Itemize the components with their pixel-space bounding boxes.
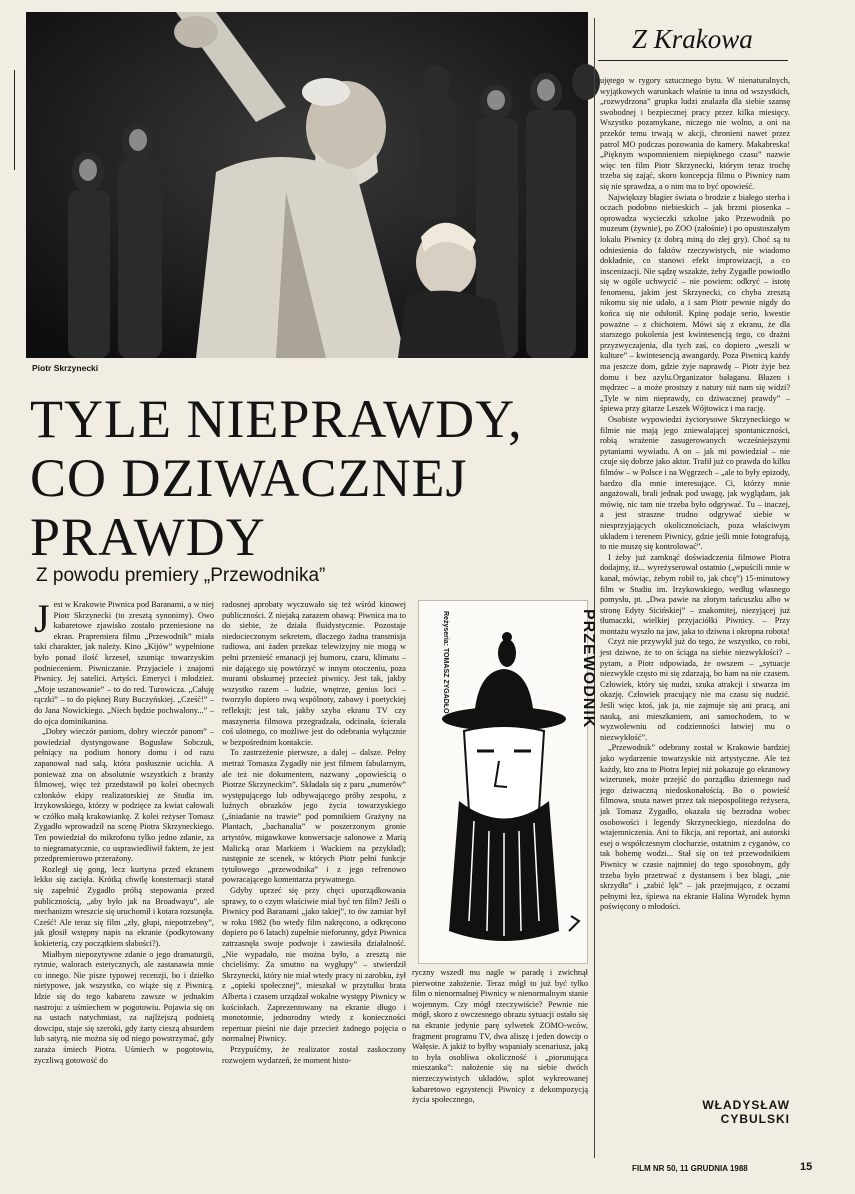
paragraph: Gdyby uprzeć się przy chęci uporządkowania sprawy, to o czym właściwie miał być ten film? Jeśli o Piwnicy pod Baranami „jako takiej”, to ów zamiar był w roku 1982 (bo wtedy film nakręcono, a odkręcono dopiero po 6 latach) zupełnie nieforunny, gdyż Piwnica zatrzasnęła swoje podwoje i zawiesiła działalność. „Nie wypadało, nie można było, a zresztą nie chcieliśmy. Za smutno na wygłupy” – stwierdził Skrzynecki, który nie miał wtedy pracy ni zarobku, żył z „opieki społecznej”, mieszkał w przytułku brata Alberta i czasem urządzał wokalne występy Piwnicy w kościołach. Zaprezentowany na ekranie długo i monotonnie, jednorodny wtedy z konieczności repertuar pieśni nie daje przecież żadnego pojęcia o normalnej Piwnicy. [222, 886, 406, 1044]
paragraph: est w Krakowie Piwnica pod Baranami, a w niej Piotr Skrzynecki (to zresztą synonimy). Owo kabaretowe zjawisko zostało przeniesione na ekran. Prapremiera filmu „Przewodnik” miała taki charakter, jak należy. Kino „Kijów” wypełnione było ponad ilość krzeseł, szumiąc towarzyskim podnieceniem. Piwniczanie. Przyjaciele i znajomi Piwnicy. Jej satelici. Artyści. Emeryci i młodzież. „Moje uszanowanie” – to do red. Turowicza. „Całuję rączki” – to do pięknej Ruty Buczyńskiej. „Cześć!” – do Jana Nowickiego. „Niech będzie pochwalony...” – do ojca dominikanina. [34, 600, 214, 726]
issue-footer: FILM NR 50, 11 GRUDNIA 1988 [632, 1164, 748, 1173]
poster-credit: Reżyseria: TOMASZ ZYGADŁO [442, 611, 449, 714]
article-column-3 [412, 968, 588, 1162]
paragraph: ujętego w rygory sztucznego bytu. W nienaturalnych, wyjątkowych warunkach właśnie ta inna od wszystkich, „rozwydrzona” grupka ludzi znalazła dla siebie szansę swobodnej i bezpiecznej pracy przez kilka miesięcy. Wszystko pozamykane, niczego nie wolno, a oni na przekór temu trwają w akcji, chronieni nawet przez patrol MO podczas pozowania do kamery. Makabreska! „Pięknym wspomnieniem niepięknego czasu” nazwie więc ten film Piotr Skrzynecki, którym teraz trochę trzeba się zająć, skoro koncepcja filmu o Piwnicy nam się nie sprawdza, a o nim ma to być opowieść. [600, 76, 790, 191]
author-last-name: CYBULSKI [720, 1112, 790, 1126]
paragraph: ryczny wszedł mu nagle w paradę i zwichnął pierwotne założenie. Teraz mógł to już być tylko film o nienormalnej Piwnicy w nienormalnym stanie wojennym. Czy mógł rzeczywiście? Pewnie nie mógł, skoro z owczesnego obrazu sytuacji ostało się na ekranie jedynie parę sylwetek ZOMO-wców, fragment programu TV, dwa aliszę i jeden dowcip o Wałęsie. A jakiż to byłby wspaniały scenariusz, jaką to była osobliwa okoliczność i „piorunująca mieszanka”: nałożenie się na siebie dwóch nierzeczywistych układów, splot wykreowanej kabaretowo egzystencji Piwnicy z dekompozycją życia społecznego, [412, 968, 588, 1105]
subtitle: Z powodu premiery „Przewodnika” [36, 565, 326, 586]
headline-line-3: PRAWDY [30, 507, 266, 567]
photo-caption: Piotr Skrzynecki [32, 363, 99, 373]
article-column-4 [600, 76, 790, 1091]
paragraph: Osobiste wypowiedzi życiorysowe Skrzyneckiego w filmie nie mają jego zniewalającej spontaniczności, robią wrażenie zasugerowanych wcześniejszymi pytaniami wywiadu. A on – jak mi powiedział – nie czuje się dobrze jako aktor. Trafił już co prawda do kilku filmów – w Polsce i na Węgrzech – „ale to były epizody, bardzo dla mnie interesujące. Ci, którzy mnie angażowali, brali jednak pod uwagę, jak wyglądam, jak mówię, nic tam nie trzeba było odgrywać. Tu – inaczej, a jest straszne trudno odgrywać siebie w niesprzyjających okolicznościach, poza właściwym układem i terenem Piwnicy, gdzie jeśli mnie fotografują, to nie muszę się kontrolować”. [600, 415, 790, 552]
paragraph: radosnej aprobaty wyczuwało się też wśród kinowej publiczności. Z niejaką zarazem obawą: Piwnica ma to do siebie, że działa fluidystycznie. Pozostaje niedocieczonym sekretem, dlaczego żadna transmisja radiowa, ani żaden przekaz telewizyjny nie mogą w pełni przenieść emanacji jej humoru, czaru, klimatu – nie dającego się powtórzyć w innym otoczeniu, poza murami obskurnej przecież piwnicy. Jest tak, jakby wszystko razem – ludzie, wnętrze, genius loci – tworzyło dopiero ową wspólnoty, zabawy i poetyckiej refleksji; jest tak, jakby szyba ekranu TV czy maszyneria filmowa przegradzała, odcinała, ścierała coś ulotnego, co możliwe jest do odebrania wyłącznie w bezpośrednim kontakcie. [222, 600, 406, 747]
author-first-name: WŁADYSŁAW [702, 1098, 790, 1112]
headline-line-1: TYLE NIEPRAWDY, [30, 389, 523, 449]
column-divider [594, 18, 595, 1158]
section-label: Z Krakowa [632, 24, 753, 54]
photo-illustration [26, 12, 588, 358]
page-edge-rule [14, 70, 15, 170]
paragraph: I żeby już zamknąć doświadczenia filmowe Piotra dodajmy, iż... wyreżyserował ostatnio („wpuścili mnie w kanał, mówiąc, żebym robił to, jak chcę”) 15-minutowy film w Studiu im. Irzykowskiego, według własnego pomysłu, pt. „Dwa pawie na złotym tańcuszku albo w stronę Edyty Sicińskiej” – znakomitej, niezyjącej już tłumaczki, wielkiej przyjaciółki Piwnicy. – Przy montażu wyszło na jaw, jaka to dziwna i okropna robota! [600, 552, 790, 636]
article-photo [26, 12, 588, 358]
paragraph: Największy błagier świata o brodzie z białego sterba i oczach podobno niebieskich – jak brzmi piosenka – oprowadza wycieczki szkolne jako Przewodnik po muzeum (żywnie), po ZOO (załośnie) i po opustoszałym lokalu Piwnicy (z dobrą miną do złej gry). Choć są tu odniesienia do faktów rzeczywistych, nie wiadomo dokładnie, co stanowi efekt improwizacji, a co inscenizacji. Nie sądzę wszakże, żeby Zygadle powiodło się w ogóle uchwycić – nie powiem: odkryć – istotę fenomenu, jakim jest Skrzynecki, co chyba zresztą nikomu się nie udało, a i sam Piotr pewnie nigdy do końca się nie odsłonił. Kpinę podaje serio, kwestie poważne – z chichotem. Mówi się z ekranu, że dla starszego pokolenia jest kwintesencją tego, co drażni przyzwyczajenia, dla tych zaś, co dopiero „weszli w kulture” – kwintesencją awangardy. Poza Piwnicą każdy ma jeszcze dom, gdzie żyje naprawdę – Piotr żyje bez domu i bez azylu.Organizator bałaganu. Błazen i mędrzec – a może prostszy z natury niż nam się widzi? „Tyle w nim nieprawdy, co dziwacznej prawdy” – śpiewa przy gitarze Leszek Wójtowicz i ma rację. [600, 192, 790, 414]
article-column-1 [34, 596, 214, 1160]
headline [30, 390, 590, 567]
paragraph: To zastrzeżenie pierwsze, a dalej – dalsze. Pełny metraż Tomasza Zygadły nie jest filmem fabularnym, ale też nie dokumentem, nazwany „opowieścią o Piotrze Skrzyneckim”. Składała się z paru „numerów” występującego lub odbywającego próby zespołu, z luźnych obrazków jego życia towarzyskiego („śniadanie na trawie” pod pomnikiem Grażyny na Plantach, „bachanalia” w poszerzonym gronie artystów, migawkowe konwersacje salonowe z Marią Malicką oraz Markiem i Wackiem na przykład); następnie ze scenek, w których Piotr pełni funkcje tytułowego „przewodnika” i z jego refrenowo powracającego komentarza prywatnego. [222, 748, 406, 885]
paragraph: Przypuśćmy, że realizator został zaskoczony rozwojem wydarzeń, że moment histo- [222, 1044, 406, 1065]
paragraph: Miałbym niepozytywne zdanie o jego dramaturgii, rytmie, walorach estetycznych, ale zastanawia mnie co innego. Nie pisze typowej recenzji, bo i dziełko nietypowe, jak wszystko, co wiąże się z Piwnicą. Idzie się do tego kabaretu zawsze w jednakim nastroju: z uśmiechem w pogotowiu. Pojawia się on na ustach natychmiast, za najlżejszą podnietą dowcipu, staje się szeroki, gdy żarty cieszą absurdem lub satyrą, nie można się od niego powstrzymać, gdy zaraża śmiech Piotra. Uśmiech w pogotowiu, życzliwą gotowość do [34, 949, 214, 1065]
drop-cap: J [34, 596, 50, 641]
page-number: 15 [800, 1161, 813, 1173]
headline-line-2: CO DZIWACZNEJ [30, 448, 468, 508]
author-byline [690, 1098, 790, 1126]
paragraph: Czyż nie przywykł już do tego, że wszystko, co robi, jest dziwne, że to on ściąga na siebie niezwykłości? – pytam, a Piotr odpowiada, że owszem – „sytuacje niezwykłe często mi się zdarzają, bo ham na nie czasem. Człowiek, który się nudzi, szuka atrakcji i stwarza im okazję. Człowiek pracujący nie ma czasu się nudzić. Jeśli więc ktoś, jak ja, nie zajmuje się ani pracą, ani nauką, ani mieszkaniem, ani samochodem, to w wyzwolewniu od codzienności łatwiej mu o niezwykłość”. [600, 637, 790, 742]
paragraph: „Dobry wieczór paniom, dobry wieczór panom” – powiedział dystyngowane Bogusław Sobczuk, pełniący na podium honory domu i od razu zapanował nad salą, która posłusznie ucichła. A ponieważ zna on absolutnie wszystkich z branży filmowej, więc też przedstawił po kolei obecnych członków ekipy realizatorskiej ze Studia im. Irzykowskiego, którzy w podzięce za kwiat całowali w czółko małą krakowiankę. Z kolei reżyser Tomasz Zygadło wprowadził na scenę Piotra Skrzyneckiego. Ten powiedział do mikrofonu tylko jedno zdanie, za to niegramatycznie, co usprawiedliwił faktem, że jest przedpremierowo przerażony. [34, 727, 214, 864]
article-column-2 [222, 600, 406, 1160]
paragraph: Rozległ się gong, lecz kurtyna przed ekranem lekko się zacięła. Krótką chwilę konsternacji starał się zapełnić Zygadło próbą stepowania przed publicznością, „aby było jak na Broadwayu”, ale mechanizm wreszcie się uruchomił i kotara rozsunęła. Cześć! Ale teraz się film „zły, głupi, niepotrzebny”, jak głosił wstępny napis na ekranie (podkytowany kokieterią, czy początkiem słabości?). [34, 864, 214, 948]
poster-title: PRZEWODNIK [580, 609, 597, 729]
paragraph: „Przewodnik” odebrany został w Krakowie bardziej jako wydarzenie towarzyskie niż artystyczne. Ale też każdy, kto zna to Piotra lepiej niż pokazuje go ekranowy wizerunek, może przejść do porządku dziennego nad jego dziwaczną niedoskonałością. Bo o powieść filmowa, snuta nawet przez tak niepospolitego reżysera, jak Tomasz Zygadło, okazała się bezradna wobec osobowości i legendy Skrzyneckiego, niezdolna do wtajemniczenia. Ani to fikcja, ani reportaż, ani autorski esej o współczesnym clocharzie, ostatnim z cyganów, co tak bohemę wodzi... Stał się on też przewodnikiem Piwnicy w czasie najmniej do tego sposobnym, gdy trzeba było przetrwać z dystansem i bez blagi, „nie skrzydła” i „zabić lęk” – jak przejmująco, z oczami pełnymi łez, śpiewa na ekranie Halina Wyrodek hymn poświęcony o młodości. [600, 743, 790, 912]
film-poster [418, 600, 597, 964]
